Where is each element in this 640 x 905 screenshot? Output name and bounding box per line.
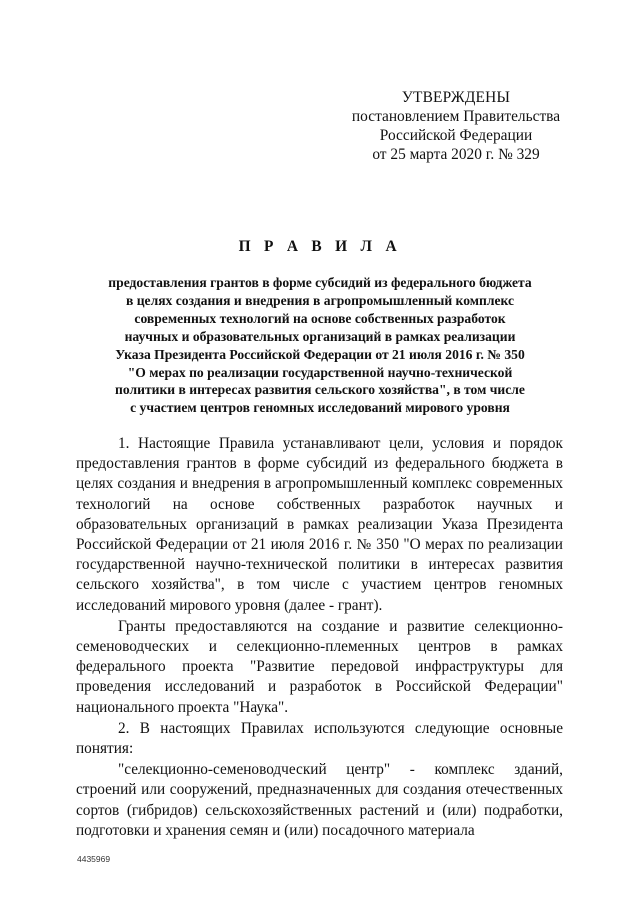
body-paragraph: 1. Настоящие Правила устанавливают цели, условия и порядок предоставления грантов в форме субсидий из федерального бюджета в целях создания и внедрения в агропромышленный комплекс современных технологий на основе собственных разработок научных и образовательных организаций в рамках реализации Указа Президента Российской Федерации от 21 июля 2016 г. № 350 "О мерах по реализации государственной научно-технической политики в интересах развития сельского хозяйства", в том числе с участием центров геномных исследований мирового уровня (далее - грант). <box>76 435 563 614</box>
approval-issuer-country: Российской Федерации <box>379 127 533 144</box>
body-paragraph: 2. В настоящих Правилах используются следующие основные понятия: <box>76 719 563 758</box>
subtitle-line: "О мерах по реализации государственной научно-технической <box>127 364 513 380</box>
body-paragraph: "селекционно-семеноводческий центр" - комплекс зданий, строений или сооружений, предназначенных для создания отечественных сортов (гибридов) сельскохозяйственных растений и (или) подработки, подготовки и хранения семян и (или) посадочного материала <box>76 761 563 839</box>
subtitle-line: в целях создания и внедрения в агропромышленный комплекс <box>125 292 515 308</box>
document-code: 4435969 <box>77 854 111 864</box>
approval-stamp <box>336 88 576 164</box>
subtitle-line: предоставления грантов в форме субсидий из федерального бюджета <box>108 275 532 290</box>
body-paragraph: Гранты предоставляются на создание и развитие селекционно-семеноводческих и селекционно-племенных центров в рамках федерального проекта "Развитие передовой инфраструктуры для проведения исследований и разработок в Российской Федерации" национального проекта "Наука". <box>76 617 563 716</box>
approval-date-number: от 25 марта 2020 г. № 329 <box>372 146 540 163</box>
subtitle-line: Указа Президента Российской Федерации от 21 июля 2016 г. № 350 <box>115 346 525 362</box>
subtitle-line: политики в интересах развития сельского хозяйства", в том числе <box>115 382 525 398</box>
approval-issuer: постановлением Правительства <box>351 108 561 125</box>
document-subtitle <box>64 274 576 417</box>
subtitle-line: научных и образовательных организаций в рамках реализации <box>124 328 516 344</box>
subtitle-line: с участием центров геномных исследований мирового уровня <box>130 400 510 416</box>
document-title: П Р А В И Л А <box>238 238 402 255</box>
document-body <box>76 434 563 842</box>
subtitle-line: современных технологий на основе собственных разработок <box>134 310 506 326</box>
document-title-block <box>64 237 576 417</box>
approval-heading: УТВЕРЖДЕНЫ <box>401 89 511 106</box>
